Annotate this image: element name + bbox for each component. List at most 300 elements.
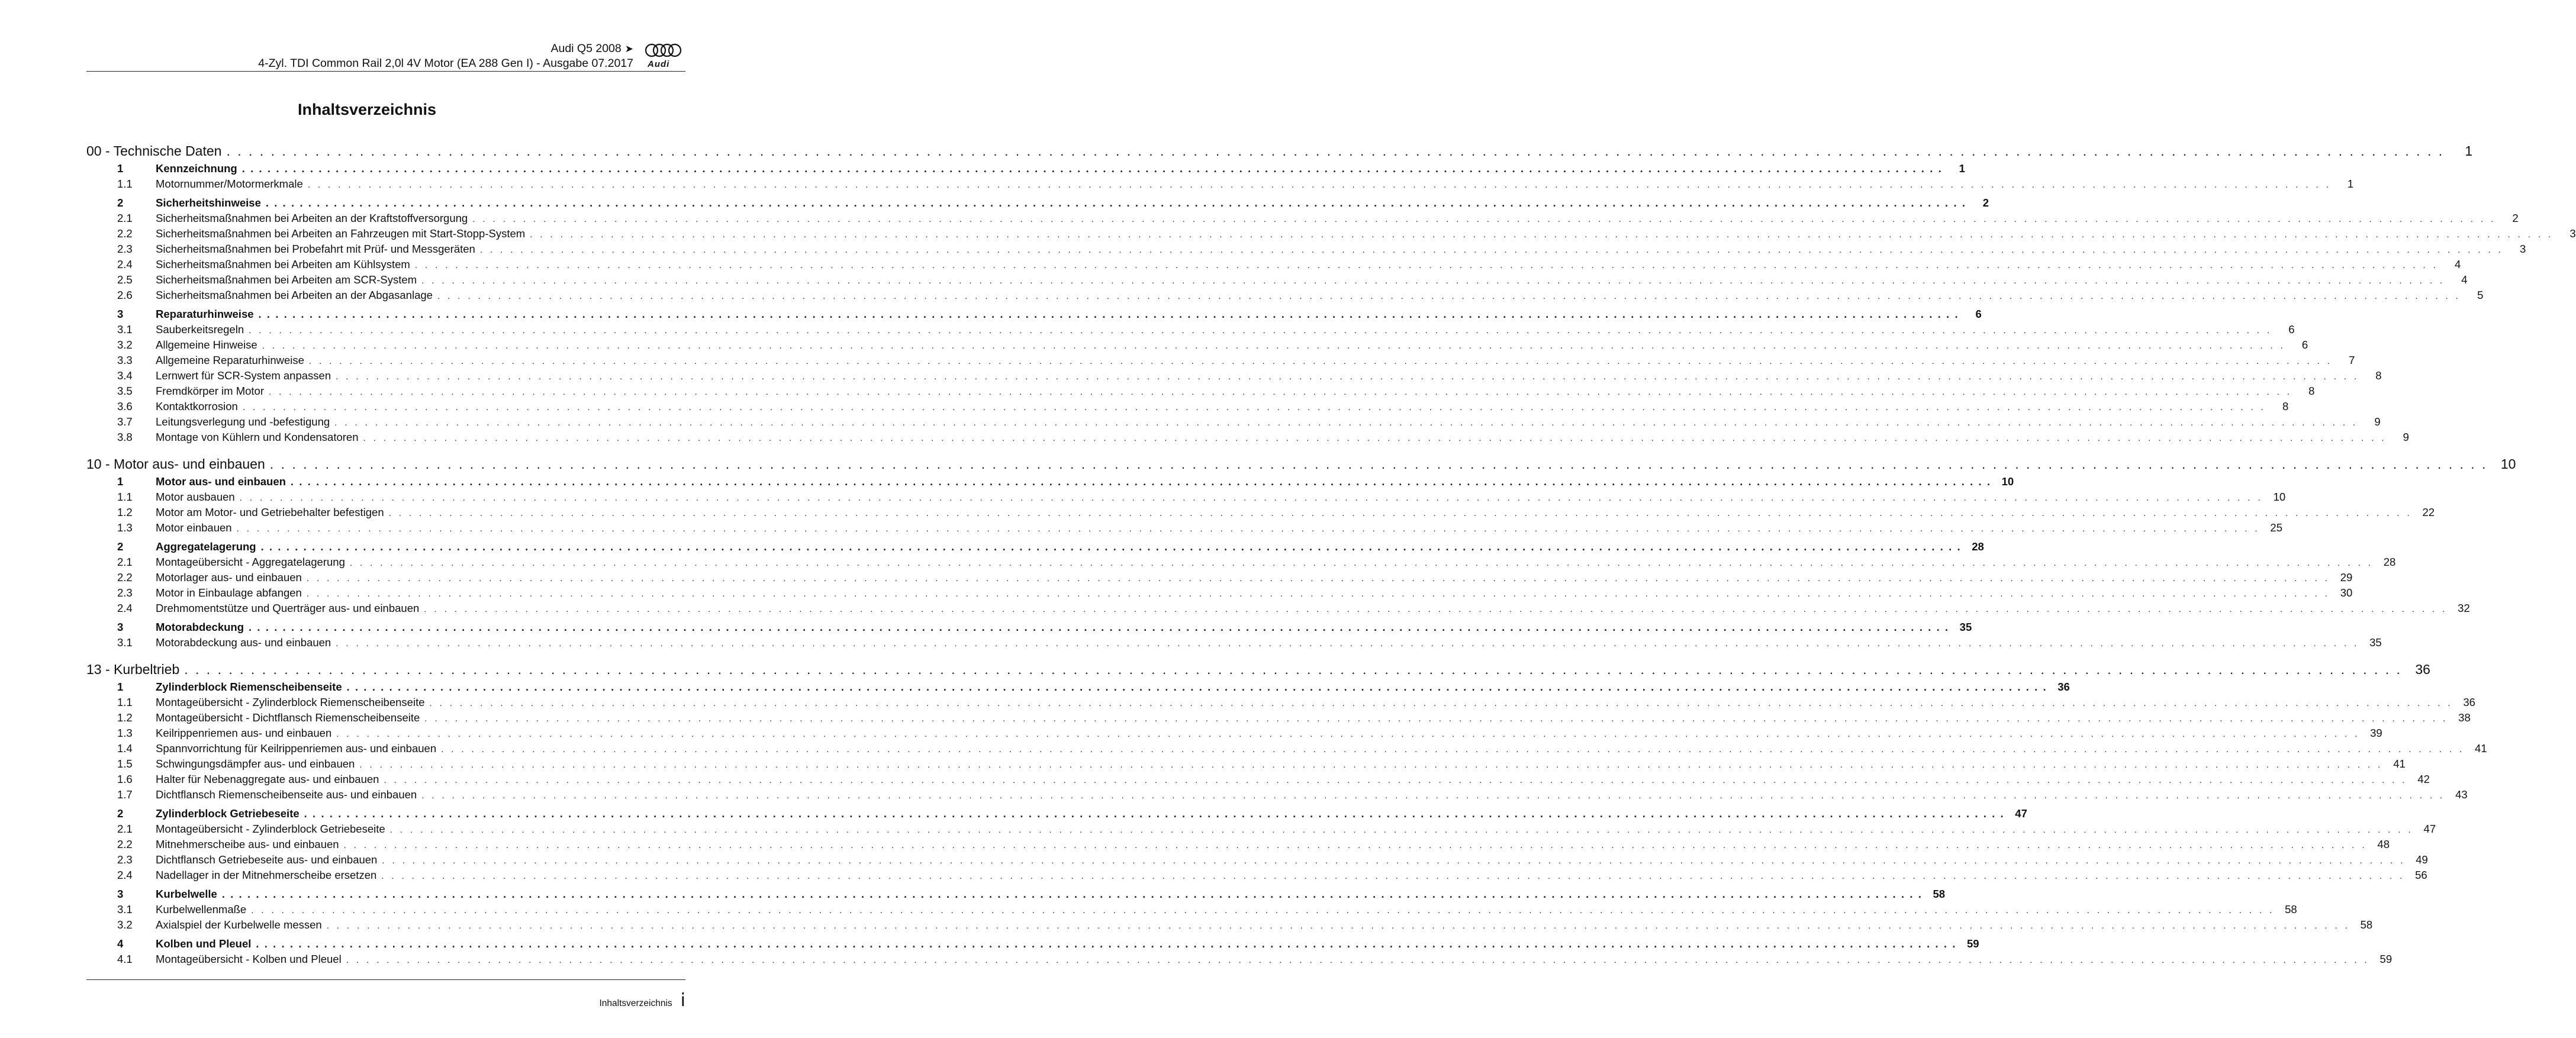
toc-section-label	[117, 307, 254, 322]
toc-item-label	[117, 710, 420, 726]
toc-item[interactable]	[86, 837, 2390, 852]
toc-item[interactable]	[86, 695, 2475, 710]
toc-item[interactable]	[86, 726, 2382, 741]
toc-item[interactable]	[86, 917, 2373, 933]
toc-item-label	[117, 635, 331, 650]
toc-item-number: 2.2	[117, 571, 133, 584]
toc-section-title: Kennzeichnung	[156, 162, 237, 175]
toc-section-number: 1	[117, 681, 124, 693]
toc-item-number: 2.2	[117, 227, 133, 240]
toc-item-number: 2.3	[117, 243, 133, 255]
toc-item-number: 2.1	[117, 823, 133, 835]
toc-item-number: 1.3	[117, 521, 133, 534]
toc-item-label	[117, 837, 339, 852]
toc-item-title: Drehmomentstütze und Querträger aus- und einbauen	[156, 602, 420, 614]
toc-item-title: Fremdkörper im Motor	[156, 385, 264, 397]
toc-item-page: 7	[2349, 354, 2355, 366]
dot-leader: . . . . . . . . . . . . . . . . . . . . . . . . . . . . . . . . . . . . . . . . . . . . . . . . . . . . . . . . . . . . . . . . . . . . . . . . . . . . . . . . . . . . . . . . . . . . . . . . . . . . . . . . . . . . . . . . . . . . . . . . . . . . . . . . . . . . . . . . . . . . . . . . . . . . . . . . . . . . . . . . . . . . . . . . . . . . . . . . . . . . . . . . . . . . . . . . . . . . . . . .	[260, 541, 1962, 553]
toc-section[interactable]	[86, 539, 1984, 555]
toc-item-number: 3.8	[117, 431, 133, 443]
toc-item-page: 47	[2423, 823, 2436, 835]
toc-section-label	[117, 679, 342, 695]
dot-leader: . . . . . . . . . . . . . . . . . . . . . . . . . . . . . . . . . . . . . . . . . . . . . . . . . . . . . . . . . . . . . . . . . . . . . . . . . . . . . . . . . . . . . . . . . . . . . . . . . . . . . . . . . . . . . . . . . . . . . . . . . . . . . . . . . . . . . . . . . . . . . . . . . . . . . . . . . . . . . . . . . . . . . . . . . . . . . . . . . . . . . . . . . . . . . . . . . . . . . . . .	[268, 387, 2292, 397]
toc-section-page: 36	[2057, 681, 2070, 693]
toc-chapter-title: 10 - Motor aus- und einbauen	[86, 456, 265, 472]
toc-item[interactable]	[86, 211, 2519, 226]
toc-item[interactable]	[86, 570, 2353, 585]
dot-leader: . . . . . . . . . . . . . . . . . . . . . . . . . . . . . . . . . . . . . . . . . . . . . . . . . . . . . . . . . . . . . . . . . . . . . . . . . . . . . . . . . . . . . . . . . . . . . . . . . . . . . . . . . . . . . . . . . . . . . . . . . . . . . . . . . . . . . . . . . . . . . . . . . . . . . . . . . . . . . . . . . . . . . . . . . . . . . . . . . . . . . . . . . . . . . . . . . . . . . . . .	[381, 871, 2405, 881]
toc-item-number: 1.1	[117, 696, 133, 708]
toc-item[interactable]	[86, 489, 2286, 505]
toc-item-page: 29	[2340, 571, 2353, 584]
toc-item-page: 38	[2458, 711, 2471, 724]
toc-item[interactable]	[86, 868, 2427, 883]
dot-leader: . . . . . . . . . . . . . . . . . . . . . . . . . . . . . . . . . . . . . . . . . . . . . . . . . . . . . . . . . . . . . . . . . . . . . . . . . . . . . . . . . . . . . . . . . . . . . . . . . . . . . . . . . . . . . . . . . . . . . . . . . . . . . . . . . . . . . . . . . . . . . . . . . . . . . . . . . . . . . . . . . . . . . . . . . . . . . . . . . . . . . . . . . . . . . . . . . . . . . . . .	[269, 456, 2488, 472]
toc-item-label	[117, 917, 322, 933]
toc-item[interactable]	[86, 430, 2409, 445]
toc-item[interactable]	[86, 399, 2289, 414]
toc-item-title: Motor in Einbaulage abfangen	[156, 586, 302, 599]
dot-leader: . . . . . . . . . . . . . . . . . . . . . . . . . . . . . . . . . . . . . . . . . . . . . . . . . . . . . . . . . . . . . . . . . . . . . . . . . . . . . . . . . . . . . . . . . . . . . . . . . . . . . . . . . . . . . . . . . . . . . . . . . . . . . . . . . . . . . . . . . . . . . . . . . . . . . . . . . . . . . . . . . . . . . . . . . . . . . . . . . . . . . . . . . . . . . . . . . . . . . . . .	[242, 163, 1943, 175]
toc-item-page: 4	[2454, 258, 2461, 270]
toc-item-page: 49	[2416, 853, 2428, 866]
toc-item-title: Allgemeine Reparaturhinweise	[156, 354, 304, 366]
dot-leader: . . . . . . . . . . . . . . . . . . . . . . . . . . . . . . . . . . . . . . . . . . . . . . . . . . . . . . . . . . . . . . . . . . . . . . . . . . . . . . . . . . . . . . . . . . . . . . . . . . . . . . . . . . . . . . . . . . . . . . . . . . . . . . . . . . . . . . . . . . . . . . . . . . . . . . . . . . . . . . . . . . . . . . . . . . . . . . . . . . . . . . . . . . . . . . . . . . . . . . . .	[343, 840, 2367, 850]
toc-item-label	[117, 226, 525, 241]
toc-item-page: 42	[2417, 773, 2430, 785]
toc-item-number: 3.2	[117, 918, 133, 931]
toc-section-title: Zylinderblock Riemenscheibenseite	[156, 681, 342, 693]
toc-item-number: 2.4	[117, 602, 133, 614]
toc-chapter[interactable]	[86, 141, 2473, 161]
toc-section[interactable]	[86, 806, 2027, 821]
toc-item[interactable]	[86, 787, 2468, 802]
table-of-contents	[86, 141, 2576, 967]
toc-item-number: 1.7	[117, 788, 133, 801]
toc-item[interactable]	[86, 756, 2406, 772]
toc-item-number: 1.1	[117, 491, 133, 503]
dot-leader: . . . . . . . . . . . . . . . . . . . . . . . . . . . . . . . . . . . . . . . . . . . . . . . . . . . . . . . . . . . . . . . . . . . . . . . . . . . . . . . . . . . . . . . . . . . . . . . . . . . . . . . . . . . . . . . . . . . . . . . . . . . . . . . . . . . . . . . . . . . . . . . . . . . . . . . . . . . . . . . . . . . . . . . . . . . . . . . . . . . . . . . . . . . . . . . . . . . . . . . .	[265, 197, 1967, 209]
toc-item-number: 3.2	[117, 339, 133, 351]
toc-item-label	[117, 288, 433, 303]
toc-chapter-label	[86, 454, 265, 474]
toc-section-page: 35	[1959, 621, 1972, 633]
toc-item-title: Sicherheitsmaßnahmen bei Arbeiten an der Kraftstoffversorgung	[156, 212, 468, 224]
header-model: Audi Q5 2008	[550, 42, 622, 55]
dot-leader: . . . . . . . . . . . . . . . . . . . . . . . . . . . . . . . . . . . . . . . . . . . . . . . . . . . . . . . . . . . . . . . . . . . . . . . . . . . . . . . . . . . . . . . . . . . . . . . . . . . . . . . . . . . . . . . . . . . . . . . . . . . . . . . . . . . . . . . . . . . . . . . . . . . . . . . . . . . . . . . . . . . . . . . . . . . . . . . . . . . . . . . . . . . . . . . . . . . . . . . .	[414, 260, 2439, 270]
footer-divider	[86, 979, 685, 980]
dot-leader: . . . . . . . . . . . . . . . . . . . . . . . . . . . . . . . . . . . . . . . . . . . . . . . . . . . . . . . . . . . . . . . . . . . . . . . . . . . . . . . . . . . . . . . . . . . . . . . . . . . . . . . . . . . . . . . . . . . . . . . . . . . . . . . . . . . . . . . . . . . . . . . . . . . . . . . . . . . . . . . . . . . . . . . . . . . . . . . . . . . . . . . . . . . . . . . . . . . . . . . .	[308, 356, 2333, 366]
toc-item-title: Montage von Kühlern und Kondensatoren	[156, 431, 359, 443]
toc-chapter-page: 10	[2500, 456, 2516, 472]
toc-item-title: Kontaktkorrosion	[156, 400, 238, 412]
toc-item-title: Montageübersicht - Zylinderblock Getriebeseite	[156, 823, 385, 835]
dot-leader: . . . . . . . . . . . . . . . . . . . . . . . . . . . . . . . . . . . . . . . . . . . . . . . . . . . . . . . . . . . . . . . . . . . . . . . . . . . . . . . . . . . . . . . . . . . . . . . . . . . . . . . . . . . . . . . . . . . . . . . . . . . . . . . . . . . . . . . . . . . . . . . . . . . . . . . . . . . . . . . . . . . . . . . . . . . . . . . . . . . . . . . . . . . . . . . . . . . . . . . .	[242, 402, 2266, 412]
audi-wordmark: Audi	[648, 59, 670, 69]
toc-section[interactable]	[86, 161, 1965, 176]
dot-leader: . . . . . . . . . . . . . . . . . . . . . . . . . . . . . . . . . . . . . . . . . . . . . . . . . . . . . . . . . . . . . . . . . . . . . . . . . . . . . . . . . . . . . . . . . . . . . . . . . . . . . . . . . . . . . . . . . . . . . . . . . . . . . . . . . . . . . . . . . . . . . . . . . . . . . . . . . . . . . . . . . . . . . . . . . . . . . . . . . . . . . . . . . . . . . . . . . . . . . . . .	[346, 955, 2370, 965]
toc-item-number: 4.1	[117, 953, 133, 965]
toc-item-title: Montageübersicht - Dichtflansch Riemenscheibenseite	[156, 711, 420, 724]
toc-item-title: Motor einbauen	[156, 521, 232, 534]
dot-leader: . . . . . . . . . . . . . . . . . . . . . . . . . . . . . . . . . . . . . . . . . . . . . . . . . . . . . . . . . . . . . . . . . . . . . . . . . . . . . . . . . . . . . . . . . . . . . . . . . . . . . . . . . . . . . . . . . . . . . . . . . . . . . . . . . . . . . . . . . . . . . . . . . . . . . . . . . . . . . . . . . . . . . . . . . . . . . . . . . . . . . . . . . . . . . . . . . . . . . . . .	[239, 493, 2263, 503]
toc-item-number: 1.4	[117, 742, 133, 755]
toc-chapter-label	[86, 659, 179, 679]
toc-item-title: Dichtflansch Riemenscheibenseite aus- und einbauen	[156, 788, 417, 801]
toc-item-label	[117, 414, 330, 430]
toc-item-title: Allgemeine Hinweise	[156, 339, 257, 351]
toc-item-title: Nadellager in der Mitnehmerscheibe ersetzen	[156, 869, 377, 881]
toc-item-label	[117, 257, 410, 272]
toc-item-label	[117, 322, 244, 337]
toc-item-page: 5	[2477, 289, 2484, 301]
toc-item-label	[117, 902, 246, 917]
toc-section-title: Motorabdeckung	[156, 621, 244, 633]
toc-section-label	[117, 161, 237, 176]
toc-item-label	[117, 430, 359, 445]
toc-item-page: 8	[2375, 369, 2382, 382]
page-header	[86, 41, 685, 72]
toc-item-title: Spannvorrichtung für Keilrippenriemen aus- und einbauen	[156, 742, 437, 755]
toc-item-page: 9	[2403, 431, 2409, 443]
toc-section-number: 3	[117, 621, 124, 633]
toc-item-number: 2.6	[117, 289, 133, 301]
toc-item[interactable]	[86, 741, 2487, 756]
toc-item-label	[117, 505, 384, 520]
toc-item-title: Montageübersicht - Zylinderblock Riemenscheibenseite	[156, 696, 425, 708]
toc-item-number: 3.1	[117, 636, 133, 649]
toc-item-title: Kurbelwellenmaße	[156, 903, 247, 915]
toc-item[interactable]	[86, 414, 2381, 430]
toc-item[interactable]	[86, 952, 2393, 967]
dot-leader: . . . . . . . . . . . . . . . . . . . . . . . . . . . . . . . . . . . . . . . . . . . . . . . . . . . . . . . . . . . . . . . . . . . . . . . . . . . . . . . . . . . . . . . . . . . . . . . . . . . . . . . . . . . . . . . . . . . . . . . . . . . . . . . . . . . . . . . . . . . . . . . . . . . . . . . . . . . . . . . . . . . . . . . . . . . . . . . . . . . . . . . . . . . . . . . . . . . . . . . .	[336, 639, 2359, 649]
dot-leader: . . . . . . . . . . . . . . . . . . . . . . . . . . . . . . . . . . . . . . . . . . . . . . . . . . . . . . . . . . . . . . . . . . . . . . . . . . . . . . . . . . . . . . . . . . . . . . . . . . . . . . . . . . . . . . . . . . . . . . . . . . . . . . . . . . . . . . . . . . . . . . . . . . . . . . . . . . . . . . . . . . . . . . . . . . . . . . . . . . . . . . . . . . . . . . . . . . . . . . . .	[424, 714, 2448, 724]
toc-item-number: 3.5	[117, 385, 133, 397]
dot-leader: . . . . . . . . . . . . . . . . . . . . . . . . . . . . . . . . . . . . . . . . . . . . . . . . . . . . . . . . . . . . . . . . . . . . . . . . . . . . . . . . . . . . . . . . . . . . . . . . . . . . . . . . . . . . . . . . . . . . . . . . . . . . . . . . . . . . . . . . . . . . . . . . . . . . . . . . . . . . . . . . . . . . . . . . . . . . . . . . . . . . . . . . . . . . . . . . . . . . . . . .	[262, 341, 2286, 351]
dot-leader: . . . . . . . . . . . . . . . . . . . . . . . . . . . . . . . . . . . . . . . . . . . . . . . . . . . . . . . . . . . . . . . . . . . . . . . . . . . . . . . . . . . . . . . . . . . . . . . . . . . . . . . . . . . . . . . . . . . . . . . . . . . . . . . . . . . . . . . . . . . . . . . . . . . . . . . . . . . . . . . . . . . . . . . . . . . . . . . . . . . . . . . . . . . . . . . . . . . . . . . .	[326, 921, 2350, 931]
toc-item-number: 2.1	[117, 556, 133, 568]
dot-leader: . . . . . . . . . . . . . . . . . . . . . . . . . . . . . . . . . . . . . . . . . . . . . . . . . . . . . . . . . . . . . . . . . . . . . . . . . . . . . . . . . . . . . . . . . . . . . . . . . . . . . . . . . . . . . . . . . . . . . . . . . . . . . . . . . . . . . . . . . . . . . . . . . . . . . . . . . . . . . . . . . . . . . . . . . . . . . . . . . . . . . . . . . . . . . . . . . . . . . . . .	[258, 308, 1959, 320]
toc-item-label	[117, 570, 302, 585]
toc-section-title: Reparaturhinweise	[156, 308, 254, 320]
toc-item[interactable]	[86, 272, 2468, 288]
toc-item-title: Motornummer/Motormerkmale	[156, 178, 303, 190]
dot-leader: . . . . . . . . . . . . . . . . . . . . . . . . . . . . . . . . . . . . . . . . . . . . . . . . . . . . . . . . . . . . . . . . . . . . . . . . . . . . . . . . . . . . . . . . . . . . . . . . . . . . . . . . . . . . . . . . . . . . . . . . . . . . . . . . . . . . . . . . . . . . . . . . . . . . . . . . . . . . . . . . . . . . . . . . . . . . . . . . . . . . . . . . . . . . . . . . . . . . . . . .	[249, 325, 2272, 336]
toc-section-page: 6	[1975, 308, 1982, 320]
toc-item-title: Sicherheitsmaßnahmen bei Arbeiten am SCR-System	[156, 273, 417, 286]
dot-leader: . . . . . . . . . . . . . . . . . . . . . . . . . . . . . . . . . . . . . . . . . . . . . . . . . . . . . . . . . . . . . . . . . . . . . . . . . . . . . . . . . . . . . . . . . . . . . . . . . . . . . . . . . . . . . . . . . . . . . . . . . . . . . . . . . . . . . . . . . . . . . . . . . . . . . . . . . . . . . . . . . . . . . . . . . . . . . . . . . . . . . . . . . . . . . . . . . . . . . . . .	[429, 698, 2453, 708]
toc-item[interactable]	[86, 288, 2484, 303]
toc-item-label	[117, 241, 475, 257]
toc-chapter-label	[86, 141, 221, 161]
toc-item-title: Sauberkeitsregeln	[156, 323, 244, 336]
dot-leader: . . . . . . . . . . . . . . . . . . . . . . . . . . . . . . . . . . . . . . . . . . . . . . . . . . . . . . . . . . . . . . . . . . . . . . . . . . . . . . . . . . . . . . . . . . . . . . . . . . . . . . . . . . . . . . . . . . . . . . . . . . . . . . . . . . . . . . . . . . . . . . . . . . . . . . . . . . . . . . . . . . . . . . . . . . . . . . . . . . . . . . . . . . . . . . . . . . . . . . . .	[424, 604, 2448, 614]
toc-item-page: 43	[2455, 788, 2468, 801]
dot-leader: . . . . . . . . . . . . . . . . . . . . . . . . . . . . . . . . . . . . . . . . . . . . . . . . . . . . . . . . . . . . . . . . . . . . . . . . . . . . . . . . . . . . . . . . . . . . . . . . . . . . . . . . . . . . . . . . . . . . . . . . . . . . . . . . . . . . . . . . . . . . . . . . . . . . . . . . . . . . . . . . . . . . . . . . . . . . . . . . . . . . . . . . . . . . . . . . . . . . . . . .	[251, 905, 2275, 915]
dot-leader: . . . . . . . . . . . . . . . . . . . . . . . . . . . . . . . . . . . . . . . . . . . . . . . . . . . . . . . . . . . . . . . . . . . . . . . . . . . . . . . . . . . . . . . . . . . . . . . . . . . . . . . . . . . . . . . . . . . . . . . . . . . . . . . . . . . . . . . . . . . . . . . . . . . . . . . . . . . . . . . . . . . . . . . . . . . . . . . . . . . . . . . . . . . . . . . . . . . . . . . .	[479, 245, 2504, 255]
toc-item-number: 2.1	[117, 212, 133, 224]
dot-leader: . . . . . . . . . . . . . . . . . . . . . . . . . . . . . . . . . . . . . . . . . . . . . . . . . . . . . . . . . . . . . . . . . . . . . . . . . . . . . . . . . . . . . . . . . . . . . . . . . . . . . . . . . . . . . . . . . . . . . . . . . . . . . . . . . . . . . . . . . . . . . . . . . . . . . . . . . . . . . . . . . . . . . . . . . . . . . . . . . . . . . . . . . . . . . . . . . . . . . . . .	[384, 775, 2407, 785]
toc-item-page: 48	[2377, 838, 2390, 850]
toc-section[interactable]	[86, 195, 1989, 211]
toc-item-title: Motor ausbauen	[156, 491, 235, 503]
toc-item-label	[117, 772, 379, 787]
dot-leader: . . . . . . . . . . . . . . . . . . . . . . . . . . . . . . . . . . . . . . . . . . . . . . . . . . . . . . . . . . . . . . . . . . . . . . . . . . . . . . . . . . . . . . . . . . . . . . . . . . . . . . . . . . . . . . . . . . . . . . . . . . . . . . . . . . . . . . . . . . . . . . . . . . . . . . . . . . . . . . . . . . . . . . . . . . . . . . . . . . . . . . . . . . . . . . . . . . . . . . . .	[221, 888, 1923, 900]
toc-section-title: Aggregatelagerung	[156, 540, 256, 553]
toc-item-label	[117, 852, 377, 868]
toc-section-page: 1	[1959, 162, 1965, 175]
dot-leader: . . . . . . . . . . . . . . . . . . . . . . . . . . . . . . . . . . . . . . . . . . . . . . . . . . . . . . . . . . . . . . . . . . . . . . . . . . . . . . . . . . . . . . . . . . . . . . . . . . . . . . . . . . . . . . . . . . . . . . . . . . . . . . . . . . . . . . . . . . . . . . . . . . . . . . . . . . . . . . . . . . . . . . . . . . . . . . . . . . . . . . . . . . . . . . . . . . . . . . . .	[441, 744, 2465, 755]
dot-leader: . . . . . . . . . . . . . . . . . . . . . . . . . . . . . . . . . . . . . . . . . . . . . . . . . . . . . . . . . . . . . . . . . . . . . . . . . . . . . . . . . . . . . . . . . . . . . . . . . . . . . . . . . . . . . . . . . . . . . . . . . . . . . . . . . . . . . . . . . . . . . . . . . . . . . . . . . . . . . . . . . . . . . . . . . . . . . . . . . . . . . . . . . . . . . . . . . . . . . . . .	[184, 662, 2402, 677]
toc-item-label	[117, 741, 436, 756]
dot-leader: . . . . . . . . . . . . . . . . . . . . . . . . . . . . . . . . . . . . . . . . . . . . . . . . . . . . . . . . . . . . . . . . . . . . . . . . . . . . . . . . . . . . . . . . . . . . . . . . . . . . . . . . . . . . . . . . . . . . . . . . . . . . . . . . . . . . . . . . . . . . . . . . . . . . . . . . . . . . . . . . . . . . . . . . . . . . . . . . . . . . . . . . . . . . . . . . . . . . . . . .	[389, 825, 2414, 835]
toc-item-title: Sicherheitsmaßnahmen bei Arbeiten an der Abgasanlage	[156, 289, 433, 301]
toc-section-title: Zylinderblock Getriebeseite	[156, 807, 300, 820]
toc-item[interactable]	[86, 383, 2315, 399]
toc-item-title: Sicherheitsmaßnahmen bei Arbeiten an Fahrzeugen mit Start-Stopp-System	[156, 227, 526, 240]
toc-section-label	[117, 195, 261, 211]
toc-item-title: Schwingungsdämpfer aus- und einbauen	[156, 757, 355, 770]
arrow-right-icon: ➤	[624, 43, 633, 54]
toc-item-page: 41	[2474, 742, 2487, 755]
toc-item-label	[117, 868, 376, 883]
toc-item-page: 25	[2270, 521, 2282, 534]
toc-item-number: 1.1	[117, 178, 133, 190]
toc-item-label	[117, 952, 342, 967]
toc-item-number: 1.2	[117, 711, 133, 724]
toc-item-page: 39	[2370, 727, 2382, 739]
toc-section-label	[117, 474, 286, 489]
toc-item-label	[117, 176, 303, 192]
dot-leader: . . . . . . . . . . . . . . . . . . . . . . . . . . . . . . . . . . . . . . . . . . . . . . . . . . . . . . . . . . . . . . . . . . . . . . . . . . . . . . . . . . . . . . . . . . . . . . . . . . . . . . . . . . . . . . . . . . . . . . . . . . . . . . . . . . . . . . . . . . . . . . . . . . . . . . . . . . . . . . . . . . . . . . . . . . . . . . . . . . . . . . . . . . . . . . . . . . . . . . . .	[236, 524, 2260, 534]
toc-item-number: 3.1	[117, 903, 133, 915]
toc-item-label	[117, 756, 355, 772]
toc-section-label	[117, 620, 244, 635]
toc-item-label	[117, 787, 417, 802]
toc-item-page: 22	[2422, 506, 2435, 518]
toc-section-page: 28	[1972, 540, 1984, 553]
toc-item-number: 3.7	[117, 415, 133, 428]
toc-item-label	[117, 726, 331, 741]
dot-leader: . . . . . . . . . . . . . . . . . . . . . . . . . . . . . . . . . . . . . . . . . . . . . . . . . . . . . . . . . . . . . . . . . . . . . . . . . . . . . . . . . . . . . . . . . . . . . . . . . . . . . . . . . . . . . . . . . . . . . . . . . . . . . . . . . . . . . . . . . . . . . . . . . . . . . . . . . . . . . . . . . . . . . . . . . . . . . . . . . . . . . . . . . . . . . . . . . . . . . . . .	[421, 276, 2445, 286]
toc-item[interactable]	[86, 176, 2354, 192]
toc-item-title: Halter für Nebenaggregate aus- und einbauen	[156, 773, 379, 785]
dot-leader: . . . . . . . . . . . . . . . . . . . . . . . . . . . . . . . . . . . . . . . . . . . . . . . . . . . . . . . . . . . . . . . . . . . . . . . . . . . . . . . . . . . . . . . . . . . . . . . . . . . . . . . . . . . . . . . . . . . . . . . . . . . . . . . . . . . . . . . . . . . . . . . . . . . . . . . . . . . . . . . . . . . . . . . . . . . . . . . . . . . . . . . . . . . . . . . . . . . . . . . .	[226, 143, 2445, 159]
toc-item[interactable]	[86, 821, 2436, 837]
toc-item[interactable]	[86, 505, 2435, 520]
toc-item-number: 3.6	[117, 400, 133, 412]
toc-item-page: 6	[2288, 323, 2295, 336]
dot-leader: . . . . . . . . . . . . . . . . . . . . . . . . . . . . . . . . . . . . . . . . . . . . . . . . . . . . . . . . . . . . . . . . . . . . . . . . . . . . . . . . . . . . . . . . . . . . . . . . . . . . . . . . . . . . . . . . . . . . . . . . . . . . . . . . . . . . . . . . . . . . . . . . . . . . . . . . . . . . . . . . . . . . . . . . . . . . . . . . . . . . . . . . . . . . . . . . . . . . . . . .	[334, 418, 2358, 428]
toc-item-number: 2.5	[117, 273, 133, 286]
toc-item-title: Lernwert für SCR-System anpassen	[156, 369, 331, 382]
toc-item-label	[117, 489, 235, 505]
toc-item-page: 3	[2519, 243, 2526, 255]
dot-leader: . . . . . . . . . . . . . . . . . . . . . . . . . . . . . . . . . . . . . . . . . . . . . . . . . . . . . . . . . . . . . . . . . . . . . . . . . . . . . . . . . . . . . . . . . . . . . . . . . . . . . . . . . . . . . . . . . . . . . . . . . . . . . . . . . . . . . . . . . . . . . . . . . . . . . . . . . . . . . . . . . . . . . . . . . . . . . . . . . . . . . . . . . . . . . . . . . . . . . . . .	[306, 573, 2330, 584]
toc-item-page: 56	[2415, 869, 2427, 881]
toc-item-label	[117, 383, 264, 399]
toc-section-label	[117, 806, 300, 821]
toc-section-page: 10	[2001, 475, 2014, 488]
toc-item-number: 2.3	[117, 853, 133, 866]
dot-leader: . . . . . . . . . . . . . . . . . . . . . . . . . . . . . . . . . . . . . . . . . . . . . . . . . . . . . . . . . . . . . . . . . . . . . . . . . . . . . . . . . . . . . . . . . . . . . . . . . . . . . . . . . . . . . . . . . . . . . . . . . . . . . . . . . . . . . . . . . . . . . . . . . . . . . . . . . . . . . . . . . . . . . . . . . . . . . . . . . . . . . . . . . . . . . . . . . . . . . . . .	[249, 621, 1950, 633]
toc-item[interactable]	[86, 368, 2382, 383]
toc-section-title: Sicherheitshinweise	[156, 196, 261, 209]
toc-item[interactable]	[86, 241, 2526, 257]
toc-item-label	[117, 211, 468, 226]
toc-section-page: 58	[1933, 888, 1946, 900]
dot-leader: . . . . . . . . . . . . . . . . . . . . . . . . . . . . . . . . . . . . . . . . . . . . . . . . . . . . . . . . . . . . . . . . . . . . . . . . . . . . . . . . . . . . . . . . . . . . . . . . . . . . . . . . . . . . . . . . . . . . . . . . . . . . . . . . . . . . . . . . . . . . . . . . . . . . . . . . . . . . . . . . . . . . . . . . . . . . . . . . . . . . . . . . . . . . . . . . . . . . . . . .	[306, 589, 2330, 599]
toc-item[interactable]	[86, 555, 2396, 570]
toc-chapter[interactable]	[86, 659, 2430, 679]
toc-item-page: 41	[2393, 757, 2406, 770]
toc-item-page: 2	[2512, 212, 2519, 224]
header-subtitle: 4-Zyl. TDI Common Rail 2,0l 4V Motor (EA 288 Gen I) - Ausgabe 07.2017	[258, 57, 633, 70]
page-footer	[599, 990, 685, 1011]
toc-item-title: Motor am Motor- und Getriebehalter befestigen	[156, 506, 384, 518]
toc-item-title: Keilrippenriemen aus- und einbauen	[156, 727, 332, 739]
toc-item-page: 35	[2369, 636, 2382, 649]
toc-item[interactable]	[86, 520, 2282, 536]
dot-leader: . . . . . . . . . . . . . . . . . . . . . . . . . . . . . . . . . . . . . . . . . . . . . . . . . . . . . . . . . . . . . . . . . . . . . . . . . . . . . . . . . . . . . . . . . . . . . . . . . . . . . . . . . . . . . . . . . . . . . . . . . . . . . . . . . . . . . . . . . . . . . . . . . . . . . . . . . . . . . . . . . . . . . . . . . . . . . . . . . . . . . . . . . . . . . . . . . . . . . . . .	[290, 476, 1992, 488]
toc-section[interactable]	[86, 936, 1979, 952]
toc-item[interactable]	[86, 852, 2428, 868]
toc-section-number: 1	[117, 475, 124, 488]
toc-chapter-page: 36	[2415, 662, 2430, 677]
toc-item-page: 8	[2308, 385, 2315, 397]
toc-item-number: 3.1	[117, 323, 133, 336]
toc-section[interactable]	[86, 474, 2014, 489]
dot-leader: . . . . . . . . . . . . . . . . . . . . . . . . . . . . . . . . . . . . . . . . . . . . . . . . . . . . . . . . . . . . . . . . . . . . . . . . . . . . . . . . . . . . . . . . . . . . . . . . . . . . . . . . . . . . . . . . . . . . . . . . . . . . . . . . . . . . . . . . . . . . . . . . . . . . . . . . . . . . . . . . . . . . . . . . . . . . . . . . . . . . . . . . . . . . . . . . . . . . . . . .	[382, 856, 2406, 866]
toc-section-number: 2	[117, 807, 124, 820]
header-divider	[86, 71, 685, 72]
toc-item-title: Leitungsverlegung und -befestigung	[156, 415, 330, 428]
toc-item[interactable]	[86, 902, 2297, 917]
audi-rings-icon	[642, 43, 685, 59]
dot-leader: . . . . . . . . . . . . . . . . . . . . . . . . . . . . . . . . . . . . . . . . . . . . . . . . . . . . . . . . . . . . . . . . . . . . . . . . . . . . . . . . . . . . . . . . . . . . . . . . . . . . . . . . . . . . . . . . . . . . . . . . . . . . . . . . . . . . . . . . . . . . . . . . . . . . . . . . . . . . . . . . . . . . . . . . . . . . . . . . . . . . . . . . . . . . . . . . . . . . . . . .	[256, 938, 1957, 950]
toc-item[interactable]	[86, 710, 2471, 726]
dot-leader: . . . . . . . . . . . . . . . . . . . . . . . . . . . . . . . . . . . . . . . . . . . . . . . . . . . . . . . . . . . . . . . . . . . . . . . . . . . . . . . . . . . . . . . . . . . . . . . . . . . . . . . . . . . . . . . . . . . . . . . . . . . . . . . . . . . . . . . . . . . . . . . . . . . . . . . . . . . . . . . . . . . . . . . . . . . . . . . . . . . . . . . . . . . . . . . . . . . . . . . .	[530, 230, 2554, 240]
footer-page-number: i	[680, 990, 685, 1011]
toc-item-page: 36	[2463, 696, 2475, 708]
toc-chapter-title: 13 - Kurbeltrieb	[86, 662, 180, 677]
toc-item-number: 2.4	[117, 258, 133, 270]
toc-item[interactable]	[86, 772, 2430, 787]
toc-item[interactable]	[86, 322, 2295, 337]
toc-item-number: 1.2	[117, 506, 133, 518]
toc-item-number: 2.3	[117, 586, 133, 599]
toc-item-page: 32	[2458, 602, 2470, 614]
dot-leader: . . . . . . . . . . . . . . . . . . . . . . . . . . . . . . . . . . . . . . . . . . . . . . . . . . . . . . . . . . . . . . . . . . . . . . . . . . . . . . . . . . . . . . . . . . . . . . . . . . . . . . . . . . . . . . . . . . . . . . . . . . . . . . . . . . . . . . . . . . . . . . . . . . . . . . . . . . . . . . . . . . . . . . . . . . . . . . . . . . . . . . . . . . . . . . . . . . . . . . . .	[472, 214, 2496, 224]
toc-section-number: 1	[117, 162, 124, 175]
toc-item-title: Montageübersicht - Aggregatelagerung	[156, 556, 345, 568]
toc-section-title: Motor aus- und einbauen	[156, 475, 286, 488]
toc-item[interactable]	[86, 353, 2355, 368]
toc-section-page: 2	[1982, 196, 1989, 209]
toc-section-number: 2	[117, 540, 124, 553]
toc-item-number: 1.5	[117, 757, 133, 770]
toc-item-label	[117, 368, 331, 383]
toc-section-label	[117, 936, 251, 952]
toc-item-number: 1.6	[117, 773, 133, 785]
toc-chapter[interactable]	[86, 454, 2516, 474]
toc-item[interactable]	[86, 337, 2308, 353]
toc-item-title: Montageübersicht - Kolben und Pleuel	[156, 953, 342, 965]
toc-item-page: 58	[2285, 903, 2297, 915]
toc-item-label	[117, 585, 302, 601]
toc-item[interactable]	[86, 257, 2461, 272]
toc-section[interactable]	[86, 887, 1946, 902]
toc-item-title: Mitnehmerscheibe aus- und einbauen	[156, 838, 339, 850]
toc-item-label	[117, 555, 345, 570]
toc-item-label	[117, 353, 304, 368]
toc-item-number: 3.3	[117, 354, 133, 366]
footer-label: Inhaltsverzeichnis	[599, 998, 672, 1008]
toc-item-page: 30	[2340, 586, 2353, 599]
toc-item-page: 28	[2383, 556, 2396, 568]
toc-item-page: 58	[2360, 918, 2373, 931]
toc-item-page: 9	[2374, 415, 2381, 428]
toc-item-title: Dichtflansch Getriebeseite aus- und einbauen	[156, 853, 378, 866]
toc-item-title: Sicherheitsmaßnahmen bei Probefahrt mit Prüf- und Messgeräten	[156, 243, 475, 255]
dot-leader: . . . . . . . . . . . . . . . . . . . . . . . . . . . . . . . . . . . . . . . . . . . . . . . . . . . . . . . . . . . . . . . . . . . . . . . . . . . . . . . . . . . . . . . . . . . . . . . . . . . . . . . . . . . . . . . . . . . . . . . . . . . . . . . . . . . . . . . . . . . . . . . . . . . . . . . . . . . . . . . . . . . . . . . . . . . . . . . . . . . . . . . . . . . . . . . . . . . . . . . .	[349, 558, 2374, 568]
toc-item[interactable]	[86, 635, 2382, 650]
dot-leader: . . . . . . . . . . . . . . . . . . . . . . . . . . . . . . . . . . . . . . . . . . . . . . . . . . . . . . . . . . . . . . . . . . . . . . . . . . . . . . . . . . . . . . . . . . . . . . . . . . . . . . . . . . . . . . . . . . . . . . . . . . . . . . . . . . . . . . . . . . . . . . . . . . . . . . . . . . . . . . . . . . . . . . . . . . . . . . . . . . . . . . . . . . . . . . . . . . . . . . . .	[421, 791, 2445, 801]
toc-chapter-page: 1	[2465, 143, 2473, 159]
toc-item-title: Motorabdeckung aus- und einbauen	[156, 636, 331, 649]
toc-section-number: 4	[117, 937, 124, 950]
toc-item-page: 6	[2301, 339, 2308, 351]
dot-leader: . . . . . . . . . . . . . . . . . . . . . . . . . . . . . . . . . . . . . . . . . . . . . . . . . . . . . . . . . . . . . . . . . . . . . . . . . . . . . . . . . . . . . . . . . . . . . . . . . . . . . . . . . . . . . . . . . . . . . . . . . . . . . . . . . . . . . . . . . . . . . . . . . . . . . . . . . . . . . . . . . . . . . . . . . . . . . . . . . . . . . . . . . . . . . . . . . . . . . . . .	[359, 760, 2383, 770]
toc-item[interactable]	[86, 226, 2576, 241]
toc-item-title: Axialspiel der Kurbelwelle messen	[156, 918, 322, 931]
toc-item-page: 8	[2282, 400, 2289, 412]
toc-item-label	[117, 520, 232, 536]
dot-leader: . . . . . . . . . . . . . . . . . . . . . . . . . . . . . . . . . . . . . . . . . . . . . . . . . . . . . . . . . . . . . . . . . . . . . . . . . . . . . . . . . . . . . . . . . . . . . . . . . . . . . . . . . . . . . . . . . . . . . . . . . . . . . . . . . . . . . . . . . . . . . . . . . . . . . . . . . . . . . . . . . . . . . . . . . . . . . . . . . . . . . . . . . . . . . . . . . . . . . . . .	[307, 180, 2332, 190]
toc-section-number: 3	[117, 308, 124, 320]
toc-item-label	[117, 695, 425, 710]
toc-section[interactable]	[86, 620, 1972, 635]
toc-section-page: 47	[2015, 807, 2027, 820]
toc-item[interactable]	[86, 585, 2353, 601]
toc-item-number: 3.4	[117, 369, 133, 382]
toc-section-label	[117, 887, 217, 902]
page-title: Inhaltsverzeichnis	[297, 101, 437, 118]
toc-item[interactable]	[86, 601, 2470, 616]
toc-item-label	[117, 399, 238, 414]
toc-section-number: 2	[117, 196, 124, 209]
toc-item-page: 4	[2461, 273, 2468, 286]
toc-item-page: 1	[2347, 178, 2354, 190]
toc-section-title: Kolben und Pleuel	[156, 937, 252, 950]
toc-item-page: 10	[2273, 491, 2286, 503]
dot-leader: . . . . . . . . . . . . . . . . . . . . . . . . . . . . . . . . . . . . . . . . . . . . . . . . . . . . . . . . . . . . . . . . . . . . . . . . . . . . . . . . . . . . . . . . . . . . . . . . . . . . . . . . . . . . . . . . . . . . . . . . . . . . . . . . . . . . . . . . . . . . . . . . . . . . . . . . . . . . . . . . . . . . . . . . . . . . . . . . . . . . . . . . . . . . . . . . . . . . . . . .	[346, 681, 2047, 693]
header-model-line	[258, 41, 633, 56]
toc-item-page: 59	[2379, 953, 2393, 965]
toc-section-number: 3	[117, 888, 124, 900]
toc-section-title: Kurbelwelle	[156, 888, 217, 900]
toc-item-number: 2.2	[117, 838, 133, 850]
toc-section[interactable]	[86, 307, 1982, 322]
toc-item-label	[117, 821, 385, 837]
dot-leader: . . . . . . . . . . . . . . . . . . . . . . . . . . . . . . . . . . . . . . . . . . . . . . . . . . . . . . . . . . . . . . . . . . . . . . . . . . . . . . . . . . . . . . . . . . . . . . . . . . . . . . . . . . . . . . . . . . . . . . . . . . . . . . . . . . . . . . . . . . . . . . . . . . . . . . . . . . . . . . . . . . . . . . . . . . . . . . . . . . . . . . . . . . . . . . . . . . . . . . . .	[304, 808, 2005, 820]
toc-section[interactable]	[86, 679, 2070, 695]
dot-leader: . . . . . . . . . . . . . . . . . . . . . . . . . . . . . . . . . . . . . . . . . . . . . . . . . . . . . . . . . . . . . . . . . . . . . . . . . . . . . . . . . . . . . . . . . . . . . . . . . . . . . . . . . . . . . . . . . . . . . . . . . . . . . . . . . . . . . . . . . . . . . . . . . . . . . . . . . . . . . . . . . . . . . . . . . . . . . . . . . . . . . . . . . . . . . . . . . . . . . . . .	[336, 372, 2359, 382]
toc-item-label	[117, 337, 257, 353]
dot-leader: . . . . . . . . . . . . . . . . . . . . . . . . . . . . . . . . . . . . . . . . . . . . . . . . . . . . . . . . . . . . . . . . . . . . . . . . . . . . . . . . . . . . . . . . . . . . . . . . . . . . . . . . . . . . . . . . . . . . . . . . . . . . . . . . . . . . . . . . . . . . . . . . . . . . . . . . . . . . . . . . . . . . . . . . . . . . . . . . . . . . . . . . . . . . . . . . . . . . . . . .	[437, 291, 2461, 301]
header-text	[258, 41, 633, 70]
toc-section-page: 59	[1967, 937, 1979, 950]
